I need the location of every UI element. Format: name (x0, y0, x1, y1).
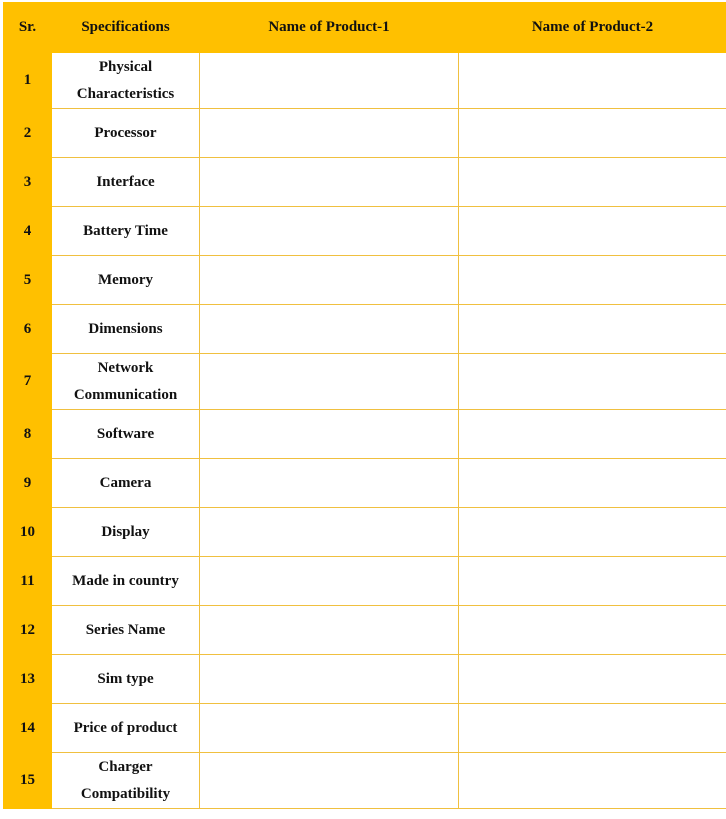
product-1-cell[interactable] (200, 655, 459, 704)
row-number: 10 (4, 508, 52, 557)
header-specifications: Specifications (52, 3, 200, 53)
product-2-cell[interactable] (459, 753, 726, 809)
product-1-cell[interactable] (200, 158, 459, 207)
specification-label: Dimensions (52, 305, 200, 354)
product-comparison-table (3, 2, 726, 809)
product-2-cell[interactable] (459, 704, 726, 753)
specification-label: Software (52, 410, 200, 459)
row-number: 5 (4, 256, 52, 305)
specification-label: Processor (52, 109, 200, 158)
header-product-1: Name of Product-1 (200, 3, 459, 53)
specification-label: Camera (52, 459, 200, 508)
product-1-cell[interactable] (200, 109, 459, 158)
specification-label: Sim type (52, 655, 200, 704)
row-number: 6 (4, 305, 52, 354)
specification-label: Price of product (52, 704, 200, 753)
table-row (4, 459, 726, 508)
product-2-cell[interactable] (459, 655, 726, 704)
product-2-cell[interactable] (459, 109, 726, 158)
row-number: 4 (4, 207, 52, 256)
product-1-cell[interactable] (200, 557, 459, 606)
product-1-cell[interactable] (200, 354, 459, 410)
product-2-cell[interactable] (459, 256, 726, 305)
table-row (4, 508, 726, 557)
product-1-cell[interactable] (200, 704, 459, 753)
product-1-cell[interactable] (200, 508, 459, 557)
product-1-cell[interactable] (200, 305, 459, 354)
specification-label: Charger Compatibility (52, 753, 200, 809)
row-number: 3 (4, 158, 52, 207)
table-row (4, 354, 726, 410)
row-number: 14 (4, 704, 52, 753)
table-row (4, 256, 726, 305)
row-number: 1 (4, 53, 52, 109)
row-number: 8 (4, 410, 52, 459)
product-1-cell[interactable] (200, 459, 459, 508)
specification-label: Series Name (52, 606, 200, 655)
product-2-cell[interactable] (459, 459, 726, 508)
product-2-cell[interactable] (459, 557, 726, 606)
product-2-cell[interactable] (459, 606, 726, 655)
specification-label: Interface (52, 158, 200, 207)
table-row (4, 557, 726, 606)
product-2-cell[interactable] (459, 158, 726, 207)
product-1-cell[interactable] (200, 753, 459, 809)
table-row (4, 410, 726, 459)
product-1-cell[interactable] (200, 256, 459, 305)
table-row (4, 305, 726, 354)
table-row (4, 704, 726, 753)
product-2-cell[interactable] (459, 354, 726, 410)
row-number: 12 (4, 606, 52, 655)
table-header (4, 3, 726, 53)
product-1-cell[interactable] (200, 53, 459, 109)
specification-label: Memory (52, 256, 200, 305)
header-sr: Sr. (4, 3, 52, 53)
comparison-sheet (3, 2, 726, 809)
table-body (4, 53, 726, 809)
table-row (4, 53, 726, 109)
row-number: 11 (4, 557, 52, 606)
specification-label: Physical Characteristics (52, 53, 200, 109)
product-2-cell[interactable] (459, 207, 726, 256)
table-row (4, 606, 726, 655)
product-1-cell[interactable] (200, 410, 459, 459)
product-1-cell[interactable] (200, 207, 459, 256)
product-1-cell[interactable] (200, 606, 459, 655)
table-row (4, 753, 726, 809)
table-row (4, 158, 726, 207)
header-row (4, 3, 726, 53)
table-row (4, 109, 726, 158)
table-row (4, 655, 726, 704)
specification-label: Made in country (52, 557, 200, 606)
row-number: 15 (4, 753, 52, 809)
row-number: 9 (4, 459, 52, 508)
row-number: 13 (4, 655, 52, 704)
specification-label: Battery Time (52, 207, 200, 256)
specification-label: Display (52, 508, 200, 557)
product-2-cell[interactable] (459, 410, 726, 459)
product-2-cell[interactable] (459, 305, 726, 354)
header-product-2: Name of Product-2 (459, 3, 726, 53)
product-2-cell[interactable] (459, 508, 726, 557)
row-number: 7 (4, 354, 52, 410)
row-number: 2 (4, 109, 52, 158)
product-2-cell[interactable] (459, 53, 726, 109)
specification-label: Network Communication (52, 354, 200, 410)
table-row (4, 207, 726, 256)
